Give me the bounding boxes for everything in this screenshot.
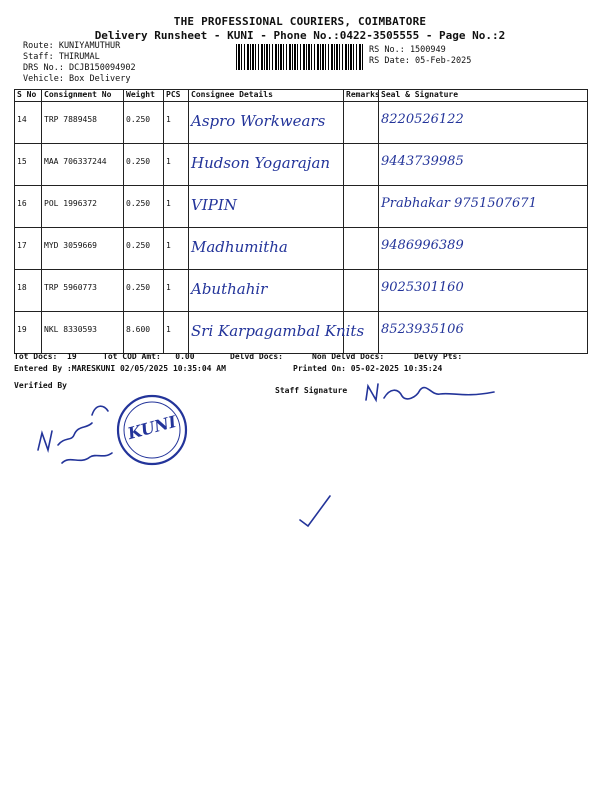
row-weight: 0.250 (124, 102, 164, 144)
tot-docs: Tot Docs: 19 (14, 352, 77, 361)
row-consignment-no: MYD 3059669 (42, 228, 124, 270)
row-sno: 16 (15, 186, 42, 228)
row-weight: 0.250 (124, 186, 164, 228)
row-weight: 0.250 (124, 144, 164, 186)
row-signature: 8523935106 (379, 312, 588, 354)
table-row (15, 102, 588, 144)
row-consignment-no: NKL 8330593 (42, 312, 124, 354)
row-sno: 18 (15, 270, 42, 312)
staff-label: Staff: THIRUMAL (23, 52, 100, 62)
route-label: Route: KUNIYAMUTHUR (23, 41, 121, 51)
meta-left (23, 41, 136, 85)
verified-by-label: Verified By (14, 381, 67, 390)
runsheet-table (14, 89, 587, 346)
col-sno: S No (15, 90, 42, 102)
table-row (15, 186, 588, 228)
row-remarks (344, 228, 379, 270)
row-sno: 19 (15, 312, 42, 354)
row-consignee: Sri Karpagambal Knits (189, 312, 344, 354)
row-weight: 0.250 (124, 270, 164, 312)
verifier-signature-scribble (32, 395, 122, 470)
rs-no-label: RS No.: 1500949 (369, 45, 446, 55)
row-consignee: Abuthahir (189, 270, 344, 312)
meta-right (369, 45, 471, 67)
col-signature: Seal & Signature (379, 90, 588, 102)
staff-signature-label: Staff Signature (275, 386, 348, 395)
table-row (15, 228, 588, 270)
tot-cod: Tot COD Amt: 0.00 (103, 352, 195, 361)
row-consignee: Hudson Yogarajan (189, 144, 344, 186)
table-row (15, 312, 588, 354)
row-signature: 9025301160 (379, 270, 588, 312)
row-pcs: 1 (164, 312, 189, 354)
col-consignee: Consignee Details (189, 90, 344, 102)
printed-on: Printed On: 05-02-2025 10:35:24 (293, 364, 443, 373)
row-weight: 0.250 (124, 228, 164, 270)
delvd-docs: Delvd Docs: (230, 352, 283, 361)
row-consignee: Aspro Workwears (189, 102, 344, 144)
drs-label: DRS No.: DCJB150094902 (23, 63, 136, 73)
runsheet-subtitle: Delivery Runsheet - KUNI - Phone No.:0422-3505555 - Page No.:2 (94, 29, 506, 42)
non-delvd-docs: Non Delvd Docs: (312, 352, 385, 361)
row-pcs: 1 (164, 270, 189, 312)
delvy-pts: Delvy Pts: (414, 352, 463, 361)
table-row (15, 270, 588, 312)
row-pcs: 1 (164, 228, 189, 270)
row-remarks (344, 102, 379, 144)
col-consignment: Consignment No (42, 90, 124, 102)
row-weight: 8.600 (124, 312, 164, 354)
row-sno: 17 (15, 228, 42, 270)
row-sno: 15 (15, 144, 42, 186)
entered-by: Entered By :MARESKUNI 02/05/2025 10:35:04 AM (14, 364, 226, 373)
row-pcs: 1 (164, 102, 189, 144)
row-pcs: 1 (164, 186, 189, 228)
row-signature: 9443739985 (379, 144, 588, 186)
company-title: THE PROFESSIONAL COURIERS, COIMBATORE (173, 15, 427, 28)
col-pcs: PCS (164, 90, 189, 102)
row-signature: Prabhakar 9751507671 (379, 186, 588, 228)
row-consignee: VIPIN (189, 186, 344, 228)
barcode (236, 44, 363, 70)
row-sno: 14 (15, 102, 42, 144)
row-signature: 8220526122 (379, 102, 588, 144)
row-remarks (344, 270, 379, 312)
row-consignment-no: POL 1996372 (42, 186, 124, 228)
row-consignment-no: TRP 5960773 (42, 270, 124, 312)
col-weight: Weight (124, 90, 164, 102)
row-signature: 9486996389 (379, 228, 588, 270)
kuni-stamp-text: KUNI (125, 411, 179, 444)
table-header-row (15, 90, 588, 102)
row-pcs: 1 (164, 144, 189, 186)
vehicle-label: Vehicle: Box Delivery (23, 74, 131, 84)
row-consignment-no: TRP 7889458 (42, 102, 124, 144)
col-remarks: Remarks (344, 90, 379, 102)
tick-mark (296, 490, 336, 530)
rs-date-label: RS Date: 05-Feb-2025 (369, 56, 472, 66)
row-consignment-no: MAA 706337244 (42, 144, 124, 186)
row-consignee: Madhumitha (189, 228, 344, 270)
table-row (15, 144, 588, 186)
staff-signature-scribble (360, 378, 500, 408)
row-remarks (344, 144, 379, 186)
row-remarks (344, 186, 379, 228)
